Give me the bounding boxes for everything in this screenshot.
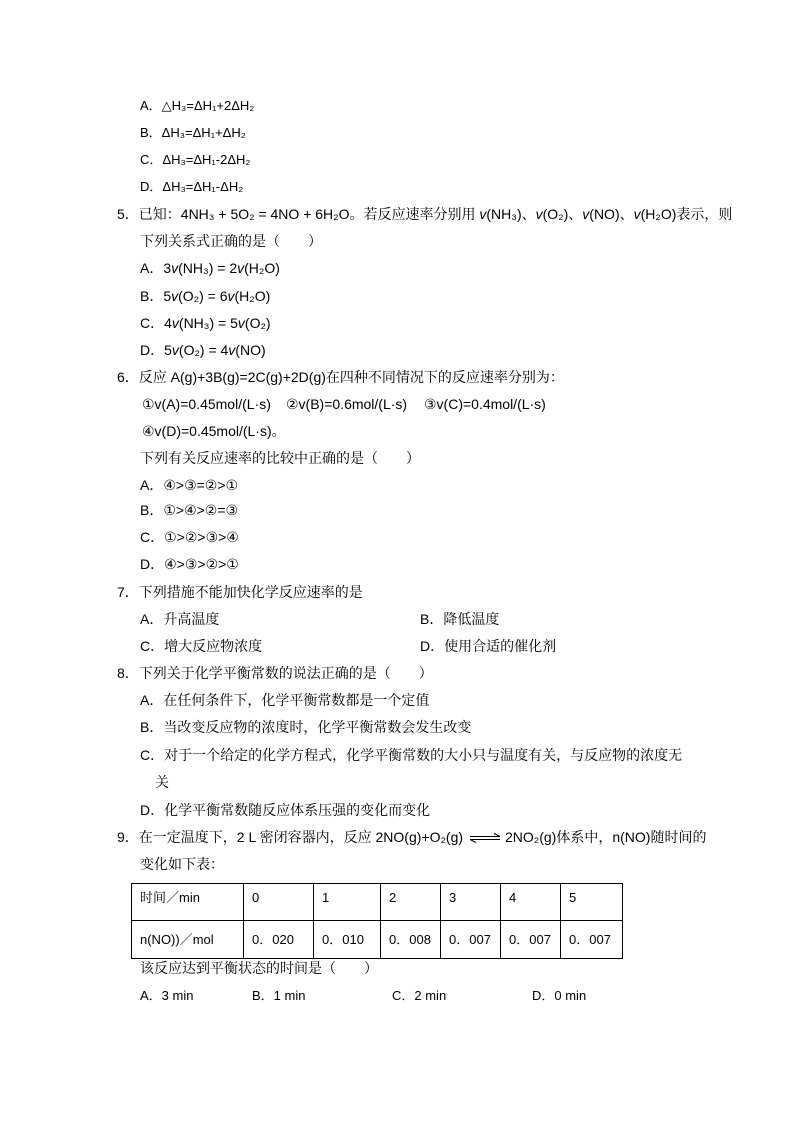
q6-option-a: A．④>③=②>① xyxy=(140,477,239,493)
q7-stem: 7．下列措施不能加快化学反应速率的是 xyxy=(117,584,363,600)
q6-rate-3: ③v(C)=0.4mol/(L·s) xyxy=(424,396,546,412)
text-run: A．3 xyxy=(140,260,172,276)
q9-option-b: B．1 min xyxy=(252,988,306,1003)
italic-variable: v xyxy=(633,206,641,222)
q7-option-c: C．增大反应物浓度 xyxy=(140,638,263,654)
italic-variable: v xyxy=(479,206,487,222)
text-run: (NO) xyxy=(235,342,266,358)
q9-stem-part1: 9．在一定温度下，2 L 密闭容器内，反应 2NO(g)+O₂(g) xyxy=(117,829,464,845)
table-header-cell: 5 xyxy=(561,884,623,921)
italic-variable: v xyxy=(228,342,236,358)
q8-option-a: A．在任何条件下，化学平衡常数都是一个定值 xyxy=(140,692,430,708)
text-run: (NO)、 xyxy=(589,206,634,222)
text-run: (O₂)、 xyxy=(542,206,583,222)
q5-stem xyxy=(117,205,732,223)
q5-prompt: 下列关系式正确的是（ ） xyxy=(140,233,322,249)
table-cell: 0．008 xyxy=(381,921,441,959)
text-run: 5．已知：4NH₃ + 5O₂ = 4NO + 6H₂O。若反应速率分别用 xyxy=(117,206,480,222)
q8-option-d: D．化学平衡常数随反应体系压强的变化而变化 xyxy=(140,802,431,818)
text-run: (H₂O)表示，则 xyxy=(640,206,733,222)
text-run: (O₂) = 4 xyxy=(178,342,229,358)
italic-variable: v xyxy=(535,206,543,222)
italic-variable: v xyxy=(171,260,179,276)
text-run: (NH₃)、 xyxy=(486,206,536,222)
q4-option-a: A．△H₃=ΔH₁+2ΔH₂ xyxy=(140,98,255,113)
q6-rate-2: ②v(B)=0.6mol/(L·s) xyxy=(286,396,408,412)
table-cell: 0．010 xyxy=(314,921,381,959)
text-run: C．4 xyxy=(140,315,172,331)
text-run: (O₂) xyxy=(244,315,271,331)
table-header-cell: 时间／min xyxy=(132,884,244,921)
q5-option-d xyxy=(140,341,266,359)
q9-option-c: C．2 min xyxy=(392,988,447,1003)
q6-option-b: B．①>④>②=③ xyxy=(140,502,239,518)
table-row xyxy=(132,921,623,959)
table-header-cell: 4 xyxy=(501,884,561,921)
table-cell: n(NO))／mol xyxy=(132,921,244,959)
italic-variable: v xyxy=(582,206,590,222)
table-cell: 0．007 xyxy=(561,921,623,959)
q6-rate-4: ④v(D)=0.45mol/(L·s)。 xyxy=(142,423,286,439)
italic-variable: v xyxy=(171,342,179,358)
q7-option-b: B．降低温度 xyxy=(420,611,500,627)
q8-option-b: B．当改变反应物的浓度时，化学平衡常数会发生改变 xyxy=(140,719,472,735)
q6-stem: 6．反应 A(g)+3B(g)=2C(g)+2D(g)在四种不同情况下的反应速率分别为： xyxy=(117,369,564,385)
q9-stem-part2: 2NO₂(g)体系中，n(NO)随时间的 xyxy=(505,829,707,845)
table-header-cell: 1 xyxy=(314,884,381,921)
text-run: (O₂) = 6 xyxy=(178,288,228,304)
q4-option-c: C．ΔH₃=ΔH₁-2ΔH₂ xyxy=(140,152,251,167)
equilibrium-arrow-icon xyxy=(469,833,501,843)
table-header-row xyxy=(132,884,623,921)
italic-variable: v xyxy=(237,315,245,331)
text-run: (H₂O) xyxy=(234,288,271,304)
q8-stem: 8．下列关于化学平衡常数的说法正确的是（ ） xyxy=(117,665,433,681)
q5-option-b xyxy=(140,287,270,305)
italic-variable: v xyxy=(227,288,235,304)
italic-variable: v xyxy=(171,288,179,304)
table-cell: 0．020 xyxy=(244,921,314,959)
table-header-cell: 2 xyxy=(381,884,441,921)
q5-option-a xyxy=(140,259,280,277)
text-run: (NH₃) = 2 xyxy=(178,260,238,276)
q7-option-d: D．使用合适的催化剂 xyxy=(420,638,557,654)
q6-option-c: C．①>②>③>④ xyxy=(140,529,239,545)
q9-prompt: 该反应达到平衡状态的时间是（ ） xyxy=(140,960,378,976)
q7-option-a: A．升高温度 xyxy=(140,611,220,627)
table-cell: 0．007 xyxy=(501,921,561,959)
table-header-cell: 3 xyxy=(441,884,501,921)
text-run: (H₂O) xyxy=(244,260,280,276)
q9-option-d: D．0 min xyxy=(532,988,587,1003)
italic-variable: v xyxy=(171,315,179,331)
q9-data-table xyxy=(131,883,623,959)
q4-option-b: B．ΔH₃=ΔH₁+ΔH₂ xyxy=(140,125,246,140)
text-run: B．5 xyxy=(140,288,172,304)
q4-option-d: D．ΔH₃=ΔH₁-ΔH₂ xyxy=(140,179,244,194)
q9-option-a: A．3 min xyxy=(140,988,194,1003)
text-run: (NH₃) = 5 xyxy=(178,315,238,331)
table-cell: 0．007 xyxy=(441,921,501,959)
q9-stem-line2: 变化如下表： xyxy=(140,856,224,872)
text-run: D．5 xyxy=(140,342,172,358)
q8-option-c-line2: 关 xyxy=(155,774,169,790)
q6-option-d: D．④>③>②>① xyxy=(140,556,239,572)
q5-option-c xyxy=(140,314,271,332)
q6-prompt: 下列有关反应速率的比较中正确的是（ ） xyxy=(140,450,420,466)
italic-variable: v xyxy=(237,260,245,276)
q6-rate-1: ①v(A)=0.45mol/(L·s) xyxy=(142,396,271,412)
table-header-cell: 0 xyxy=(244,884,314,921)
q8-option-c-line1: C．对于一个给定的化学方程式，化学平衡常数的大小只与温度有关，与反应物的浓度无 xyxy=(140,747,683,763)
q9-stem-line1 xyxy=(117,828,706,846)
